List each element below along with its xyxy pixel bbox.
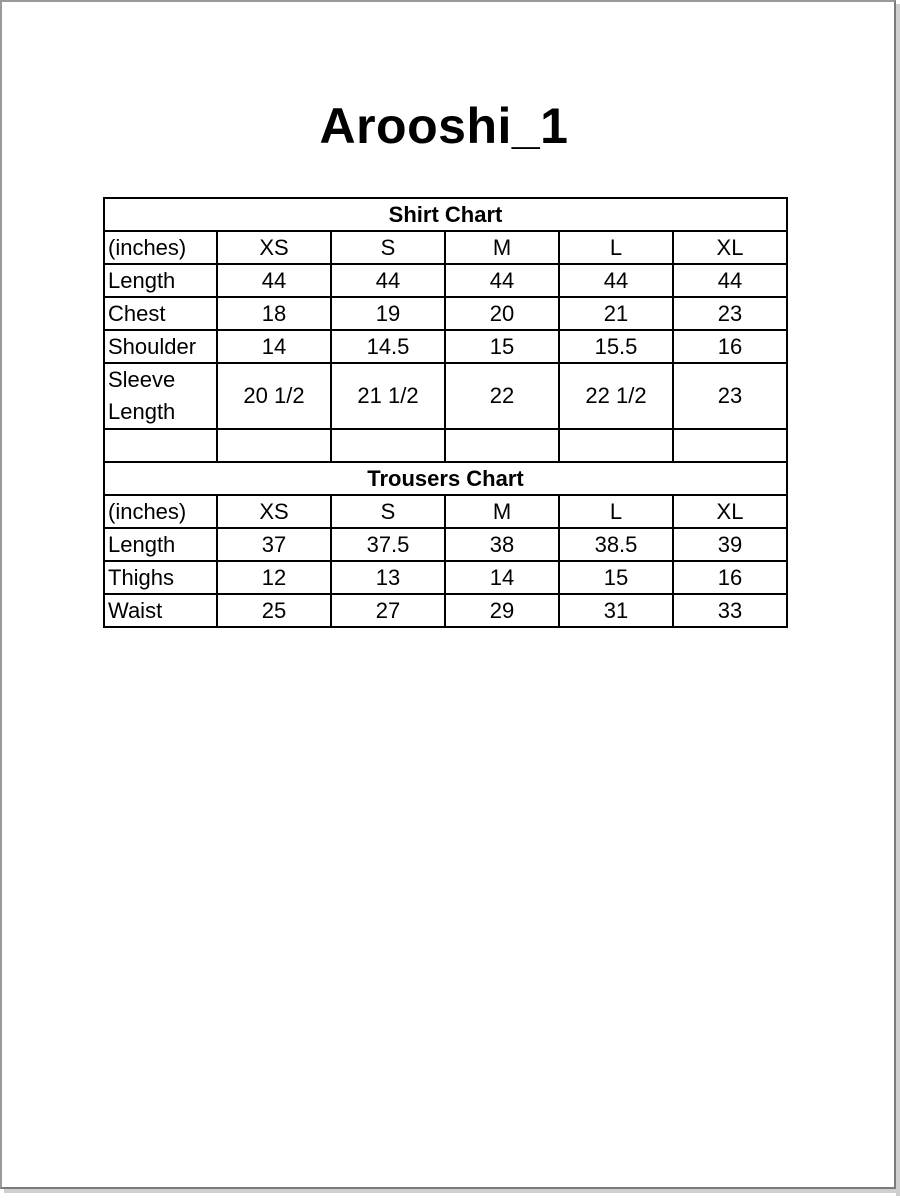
shirt-chart-header-row <box>104 231 787 264</box>
size-header-xs: XS <box>217 231 331 264</box>
row-label: Sleeve Length <box>104 363 217 429</box>
row-label: Length <box>104 264 217 297</box>
size-header-s: S <box>331 495 445 528</box>
page-shadow-bottom <box>4 1189 900 1193</box>
table-cell: 38 <box>445 528 559 561</box>
table-row <box>104 528 787 561</box>
unit-label: (inches) <box>104 231 217 264</box>
empty-row <box>104 429 787 462</box>
table-cell: 14 <box>445 561 559 594</box>
table-cell: 16 <box>673 561 787 594</box>
size-header-xs: XS <box>217 495 331 528</box>
row-label: Shoulder <box>104 330 217 363</box>
row-label: Waist <box>104 594 217 627</box>
table-cell: 23 <box>673 297 787 330</box>
table-cell: 13 <box>331 561 445 594</box>
table-cell: 37 <box>217 528 331 561</box>
table-cell: 44 <box>445 264 559 297</box>
row-label: Chest <box>104 297 217 330</box>
table-cell: 20 <box>445 297 559 330</box>
table-cell: 14 <box>217 330 331 363</box>
table-row <box>104 561 787 594</box>
table-row <box>104 363 787 429</box>
size-header-m: M <box>445 495 559 528</box>
shirt-chart-heading-row <box>104 198 787 231</box>
table-cell: 21 1/2 <box>331 363 445 429</box>
table-cell: 25 <box>217 594 331 627</box>
table-cell: 19 <box>331 297 445 330</box>
size-header-s: S <box>331 231 445 264</box>
table-cell: 16 <box>673 330 787 363</box>
table-cell <box>217 429 331 462</box>
table-cell: 15 <box>559 561 673 594</box>
table-cell: 27 <box>331 594 445 627</box>
trousers-chart-heading: Trousers Chart <box>104 462 787 495</box>
table-cell: 29 <box>445 594 559 627</box>
table-cell: 37.5 <box>331 528 445 561</box>
table-cell <box>445 429 559 462</box>
trousers-chart-heading-row <box>104 462 787 495</box>
table-cell: 31 <box>559 594 673 627</box>
table-cell: 44 <box>217 264 331 297</box>
table-row <box>104 594 787 627</box>
table-cell: 38.5 <box>559 528 673 561</box>
size-header-m: M <box>445 231 559 264</box>
table-cell: 23 <box>673 363 787 429</box>
table-cell: 18 <box>217 297 331 330</box>
size-header-xl: XL <box>673 231 787 264</box>
table-cell <box>559 429 673 462</box>
table-cell <box>104 429 217 462</box>
table-row <box>104 264 787 297</box>
table-cell: 12 <box>217 561 331 594</box>
size-chart-table <box>103 197 788 628</box>
trousers-chart-header-row <box>104 495 787 528</box>
row-label: Length <box>104 528 217 561</box>
table-cell: 20 1/2 <box>217 363 331 429</box>
shirt-chart-heading: Shirt Chart <box>104 198 787 231</box>
table-cell: 44 <box>331 264 445 297</box>
table-cell: 33 <box>673 594 787 627</box>
table-cell: 39 <box>673 528 787 561</box>
table-cell <box>673 429 787 462</box>
table-cell: 15.5 <box>559 330 673 363</box>
table-cell: 21 <box>559 297 673 330</box>
table-row <box>104 330 787 363</box>
table-cell <box>331 429 445 462</box>
table-cell: 44 <box>673 264 787 297</box>
document-title: Arooshi_1 <box>319 98 569 154</box>
size-header-xl: XL <box>673 495 787 528</box>
unit-label: (inches) <box>104 495 217 528</box>
table-row <box>104 297 787 330</box>
size-header-l: L <box>559 231 673 264</box>
size-header-l: L <box>559 495 673 528</box>
row-label: Thighs <box>104 561 217 594</box>
table-cell: 22 1/2 <box>559 363 673 429</box>
table-cell: 22 <box>445 363 559 429</box>
table-cell: 14.5 <box>331 330 445 363</box>
table-cell: 15 <box>445 330 559 363</box>
table-cell: 44 <box>559 264 673 297</box>
page-shadow-right <box>896 4 900 1196</box>
